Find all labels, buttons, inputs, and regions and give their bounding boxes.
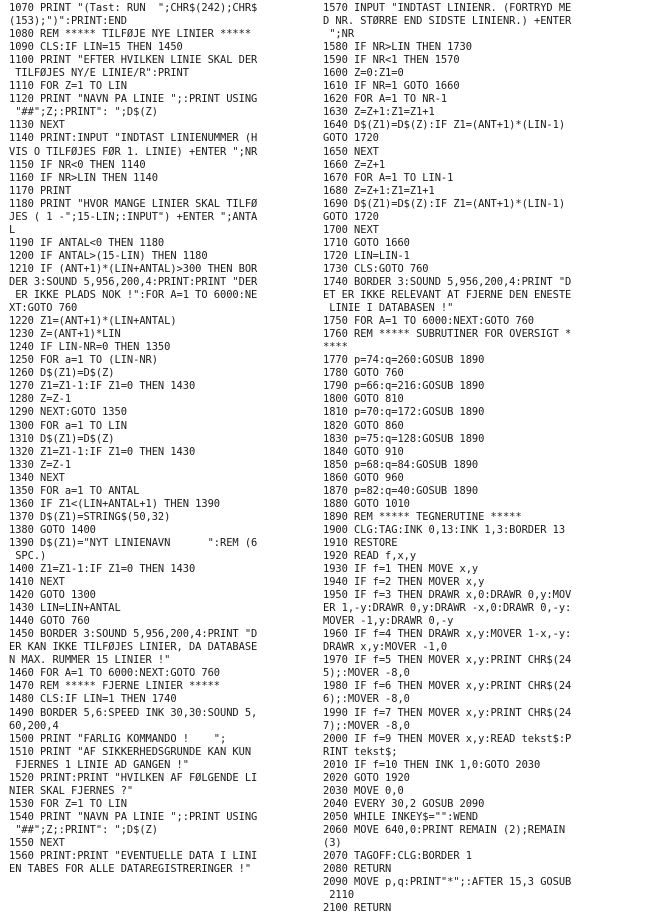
code-line: 1520 PRINT:PRINT "HVILKEN AF FØLGENDE LI: [9, 771, 258, 784]
code-line: 1600 Z=0:Z1=0: [323, 67, 404, 80]
code-line: 1850 p=68:q=84:GOSUB 1890: [323, 458, 479, 471]
code-line: 1550 NEXT: [9, 837, 65, 849]
code-line: 1240 IF LIN-NR=0 THEN 1350: [9, 341, 171, 354]
code-line: 2040 EVERY 30,2 GOSUB 2090: [323, 797, 485, 810]
code-line: NIER SKAL FJERNES ?": [9, 784, 134, 797]
code-line: 1230 Z=(ANT+1)*LIN: [9, 328, 121, 341]
code-line: 1450 BORDER 3:SOUND 5,956,200,4:PRINT "D: [9, 628, 258, 641]
code-line: 1710 GOTO 1660: [323, 236, 410, 249]
code-line: 1330 Z=Z-1: [9, 458, 72, 471]
code-line: 1830 p=75:q=128:GOSUB 1890: [323, 432, 485, 445]
code-line: 1770 p=74:q=260:GOSUB 1890: [323, 354, 485, 367]
code-line: 1990 IF f=7 THEN MOVER x,y:PRINT CHR$(24: [323, 706, 572, 719]
code-line: ";NR: [323, 28, 355, 41]
code-line: 1440 GOTO 760: [9, 615, 90, 628]
code-line: "##";Z;:PRINT": ";D$(Z): [9, 106, 158, 119]
code-line: 1820 GOTO 860: [323, 419, 404, 432]
code-line: 1360 IF Z1<(LIN+ANTAL+1) THEN 1390: [9, 497, 220, 510]
code-line: 1670 FOR A=1 TO LIN-1: [323, 171, 454, 184]
code-line: 1490 BORDER 5,6:SPEED INK 30,30:SOUND 5,: [9, 706, 258, 719]
code-line: 1840 GOTO 910: [323, 445, 404, 458]
code-line: 1690 D$(Z1)=D$(Z):IF Z1=(ANT+1)*(LIN-1): [323, 197, 566, 210]
code-line: 1220 Z1=(ANT+1)*(LIN+ANTAL): [9, 315, 177, 328]
code-line: 1310 D$(Z1)=D$(Z): [9, 432, 115, 445]
code-line: 1970 IF f=5 THEN MOVER x,y:PRINT CHR$(24: [323, 654, 572, 667]
code-line: MOVER -1,y:DRAWR 0,-y: [323, 615, 454, 628]
code-line: 1610 IF NR=1 GOTO 1660: [323, 80, 460, 93]
code-line: DER 3:SOUND 5,956,200,4:PRINT:PRINT "DER: [9, 275, 258, 288]
code-line: 2020 GOTO 1920: [323, 771, 410, 784]
code-line: 1140 PRINT:INPUT "INDTAST LINIENUMMER (H: [9, 132, 258, 145]
code-line: 1940 IF f=2 THEN MOVER x,y: [323, 576, 485, 589]
code-line: 2000 IF f=9 THEN MOVER x,y:READ tekst$:P: [323, 732, 572, 745]
code-line: 2090 MOVE p,q:PRINT"*";:AFTER 15,3 GOSUB: [323, 876, 572, 889]
code-line: 1980 IF f=6 THEN MOVER x,y:PRINT CHR$(24: [323, 680, 572, 693]
code-line: 1080 REM ***** TILFØJE NYE LINIER *****: [9, 28, 252, 41]
code-line: 2060 MOVE 640,0:PRINT REMAIN (2);REMAIN: [323, 823, 566, 836]
code-line: 1740 BORDER 3:SOUND 5,956,200,4:PRINT "D: [323, 275, 572, 288]
code-line: D NR. STØRRE END SIDSTE LINIENR.) +ENTER: [323, 15, 572, 28]
code-line: 1700 NEXT: [323, 223, 379, 236]
code-line: 1880 GOTO 1010: [323, 497, 410, 510]
code-line: 1210 IF (ANT+1)*(LIN+ANTAL)>300 THEN BOR: [9, 262, 258, 275]
code-line: 1920 READ f,x,y: [323, 549, 417, 562]
code-line: RINT tekst$;: [323, 745, 398, 758]
code-line: 1400 Z1=Z1-1:IF Z1=0 THEN 1430: [9, 563, 196, 576]
code-line: 1350 FOR a=1 TO ANTAL: [9, 484, 140, 497]
code-line: 1430 LIN=LIN+ANTAL: [9, 602, 121, 615]
code-line: 1620 FOR A=1 TO NR-1: [323, 93, 448, 106]
code-line: 1810 p=70:q=172:GOSUB 1890: [323, 406, 485, 419]
code-line: 2030 MOVE 0,0: [323, 784, 404, 797]
code-line: 1530 FOR Z=1 TO LIN: [9, 797, 127, 810]
code-line: SPC.): [9, 549, 47, 562]
code-line: 1760 REM ***** SUBRUTINER FOR OVERSIGT *: [323, 328, 572, 341]
code-line: 1540 PRINT "NAVN PA LINIE ";:PRINT USING: [9, 810, 258, 823]
code-line: 1860 GOTO 960: [323, 471, 404, 484]
code-line: 1480 CLS:IF LIN=1 THEN 1740: [9, 693, 177, 706]
code-line: 1390 D$(Z1)="NYT LINIENAVN ":REM (6: [9, 536, 258, 549]
code-line: 1380 GOTO 1400: [9, 523, 96, 536]
code-line: N MAX. RUMMER 15 LINIER !": [9, 654, 171, 667]
code-line: 1180 PRINT "HVOR MANGE LINIER SKAL TILFØ: [9, 197, 258, 210]
code-line: DRAWR x,y:MOVER -1,0: [323, 641, 448, 654]
code-line: GOTO 1720: [323, 210, 379, 223]
code-line: 1280 Z=Z-1: [9, 393, 72, 406]
code-line: 1780 GOTO 760: [323, 367, 404, 380]
code-line: (153);")":PRINT:END: [9, 15, 127, 28]
code-line: (3): [323, 837, 342, 849]
code-line: 1130 NEXT: [9, 119, 65, 132]
code-line: VIS O TILFØJES FØR 1. LINIE) +ENTER ";NR: [9, 145, 258, 158]
code-line: 1660 Z=Z+1: [323, 158, 386, 171]
code-line: 1590 IF NR<1 THEN 1570: [323, 54, 460, 67]
code-line: 60,200,4: [9, 719, 59, 732]
code-line: 1290 NEXT:GOTO 1350: [9, 406, 127, 419]
code-line: 5);:MOVER -8,0: [323, 667, 410, 680]
code-line: 1420 GOTO 1300: [9, 589, 96, 602]
code-line: 1410 NEXT: [9, 576, 65, 589]
code-line: 2010 IF f=10 THEN INK 1,0:GOTO 2030: [323, 758, 541, 771]
code-line: 6);:MOVER -8,0: [323, 693, 410, 706]
code-line: 7);:MOVER -8,0: [323, 719, 410, 732]
code-line: 2050 WHILE INKEY$="":WEND: [323, 810, 479, 823]
code-line: 2080 RETURN: [323, 863, 392, 876]
code-line: XT:GOTO 760: [9, 302, 78, 315]
code-line: 2110: [323, 889, 355, 902]
code-line: 1090 CLS:IF LIN=15 THEN 1450: [9, 41, 183, 54]
code-line: 1260 D$(Z1)=D$(Z): [9, 367, 115, 380]
code-line: 1730 CLS:GOTO 760: [323, 262, 429, 275]
code-line: 1790 p=66:q=216:GOSUB 1890: [323, 380, 485, 393]
code-line: 1190 IF ANTAL<0 THEN 1180: [9, 236, 165, 249]
code-line: ER 1,-y:DRAWR 0,y:DRAWR -x,0:DRAWR 0,-y:: [323, 602, 572, 615]
code-line: GOTO 1720: [323, 132, 379, 145]
code-line: 1950 IF f=3 THEN DRAWR x,0:DRAWR 0,y:MOV: [323, 589, 572, 602]
code-line: ****: [323, 341, 348, 354]
code-line: 1370 D$(Z1)=STRING$(50,32): [9, 510, 171, 523]
code-line: 1960 IF f=4 THEN DRAWR x,y:MOVER 1-x,-y:: [323, 628, 572, 641]
code-line: 1170 PRINT: [9, 184, 72, 197]
code-line: 1750 FOR A=1 TO 6000:NEXT:GOTO 760: [323, 315, 534, 328]
code-line: LINIE I DATABASEN !": [323, 302, 454, 315]
code-line: FJERNES 1 LINIE AD GANGEN !": [9, 758, 189, 771]
code-line: 1640 D$(Z1)=D$(Z):IF Z1=(ANT+1)*(LIN-1): [323, 119, 566, 132]
code-line: EN TABES FOR ALLE DATAREGISTRERINGER !": [9, 863, 252, 876]
code-line: 1580 IF NR>LIN THEN 1730: [323, 41, 472, 54]
code-line: 1100 PRINT "EFTER HVILKEN LINIE SKAL DER: [9, 54, 258, 67]
code-line: 1200 IF ANTAL>(15-LIN) THEN 1180: [9, 249, 208, 262]
code-line: 1120 PRINT "NAVN PA LINIE ";:PRINT USING: [9, 93, 258, 106]
code-line: 1470 REM ***** FJERNE LINIER *****: [9, 680, 220, 693]
code-line: 1910 RESTORE: [323, 536, 398, 549]
code-line: 2100 RETURN: [323, 902, 392, 915]
code-line: 1630 Z=Z+1:Z1=Z1+1: [323, 106, 435, 119]
code-line: 1460 FOR A=1 TO 6000:NEXT:GOTO 760: [9, 667, 220, 680]
code-line: 1800 GOTO 810: [323, 393, 404, 406]
code-line: 1150 IF NR<0 THEN 1140: [9, 158, 146, 171]
code-line: 1510 PRINT "AF SIKKERHEDSGRUNDE KAN KUN: [9, 745, 252, 758]
code-line: 1250 FOR a=1 TO (LIN-NR): [9, 354, 158, 367]
code-line: 1570 INPUT "INDTAST LINIENR. (FORTRYD ME: [323, 2, 572, 14]
code-line: 1870 p=82:q=40:GOSUB 1890: [323, 484, 479, 497]
code-line: 1340 NEXT: [9, 471, 65, 484]
code-line: 1500 PRINT "FARLIG KOMMANDO ! ";: [9, 732, 227, 745]
code-line: TILFØJES NY/E LINIE/R":PRINT: [9, 67, 189, 80]
code-line: 1650 NEXT: [323, 145, 379, 158]
code-line: 1720 LIN=LIN-1: [323, 249, 410, 262]
code-line: 1680 Z=Z+1:Z1=Z1+1: [323, 184, 435, 197]
code-line: 1890 REM ***** TEGNERUTINE *****: [323, 510, 522, 523]
code-line: 2070 TAGOFF:CLG:BORDER 1: [323, 850, 472, 863]
code-line: ET ER IKKE RELEVANT AT FJERNE DEN ENESTE: [323, 289, 572, 302]
code-line: L: [9, 223, 16, 236]
code-line: JES ( 1 -";15-LIN;:INPUT") +ENTER ";ANTA: [9, 210, 258, 223]
code-line: ER IKKE PLADS NOK !":FOR A=1 TO 6000:NE: [9, 289, 258, 302]
code-line: 1930 IF f=1 THEN MOVE x,y: [323, 563, 479, 576]
listing-left-column: [9, 2, 319, 876]
code-line: "##";Z;:PRINT": ";D$(Z): [9, 823, 158, 836]
code-line: 1070 PRINT "(Tast: RUN ";CHR$(242);CHR$: [9, 2, 258, 14]
code-line: 1560 PRINT:PRINT "EVENTUELLE DATA I LINI: [9, 850, 258, 863]
listing-right-column: [323, 2, 645, 915]
code-line: 1320 Z1=Z1-1:IF Z1=0 THEN 1430: [9, 445, 196, 458]
code-line: 1110 FOR Z=1 TO LIN: [9, 80, 127, 93]
code-line: ER KAN IKKE TILFØJES LINIER, DA DATABASE: [9, 641, 258, 654]
code-line: 1160 IF NR>LIN THEN 1140: [9, 171, 158, 184]
code-line: 1270 Z1=Z1-1:IF Z1=0 THEN 1430: [9, 380, 196, 393]
code-line: 1300 FOR a=1 TO LIN: [9, 419, 127, 432]
code-line: 1900 CLG:TAG:INK 0,13:INK 1,3:BORDER 13: [323, 523, 566, 536]
